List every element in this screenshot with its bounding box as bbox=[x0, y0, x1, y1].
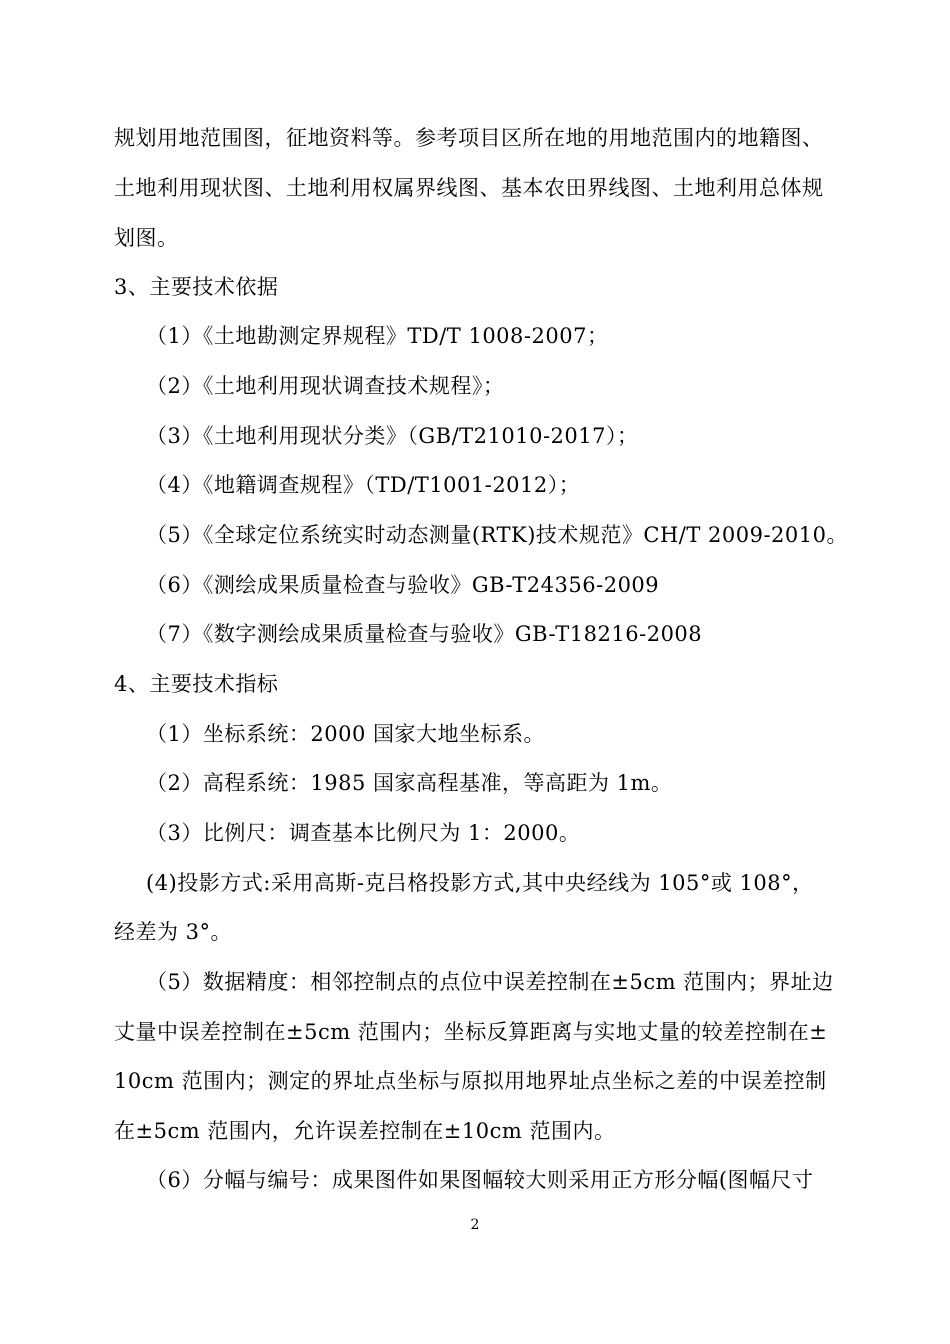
indicator-item: （5）数据精度：相邻控制点的点位中误差控制在±5cm 范围内；界址边 bbox=[146, 970, 834, 994]
reference-item: （7）《数字测绘成果质量检查与验收》GB-T18216-2008 bbox=[146, 622, 703, 646]
reference-item: （4）《地籍调查规程》（TD/T1001-2012）； bbox=[146, 473, 581, 497]
body-text-line: 在±5cm 范围内，允许误差控制在±10cm 范围内。 bbox=[114, 1119, 616, 1143]
indicator-item: （2）高程系统：1985 国家高程基准，等高距为 1m。 bbox=[146, 771, 673, 795]
body-text-line: 经差为 3°。 bbox=[114, 920, 233, 944]
body-text-line: 土地利用现状图、土地利用权属界线图、基本农田界线图、土地利用总体规 bbox=[114, 176, 824, 200]
reference-item: （6）《测绘成果质量检查与验收》GB-T24356-2009 bbox=[146, 573, 660, 597]
indicator-item: （1）坐标系统：2000 国家大地坐标系。 bbox=[146, 722, 545, 746]
reference-item: （1）《土地勘测定界规程》TD/T 1008-2007； bbox=[146, 324, 609, 348]
body-text-line: 10cm 范围内；测定的界址点坐标与原拟用地界址点坐标之差的中误差控制 bbox=[114, 1069, 827, 1093]
indicator-item: （6）分幅与编号：成果图件如果图幅较大则采用正方形分幅(图幅尺寸 bbox=[146, 1168, 814, 1192]
indicator-item: (4)投影方式:采用高斯-克吕格投影方式,其中央经线为 105°或 108°， bbox=[146, 871, 814, 895]
section-heading: 3、主要技术依据 bbox=[114, 275, 279, 299]
page-number: 2 bbox=[470, 1217, 480, 1233]
reference-item: （5）《全球定位系统实时动态测量(RTK)技术规范》CH/T 2009-2010。 bbox=[146, 523, 849, 547]
section-heading: 4、主要技术指标 bbox=[114, 672, 279, 696]
body-text-line: 丈量中误差控制在±5cm 范围内；坐标反算距离与实地丈量的较差控制在± bbox=[114, 1020, 828, 1044]
reference-item: （3）《土地利用现状分类》（GB/T21010-2017）； bbox=[146, 424, 639, 448]
body-text-line: 规划用地范围图，征地资料等。参考项目区所在地的用地范围内的地籍图、 bbox=[114, 126, 824, 150]
reference-item: （2）《土地利用现状调查技术规程》； bbox=[146, 374, 505, 398]
indicator-item: （3）比例尺：调查基本比例尺为 1：2000。 bbox=[146, 821, 581, 845]
body-text-line: 划图。 bbox=[114, 226, 179, 250]
